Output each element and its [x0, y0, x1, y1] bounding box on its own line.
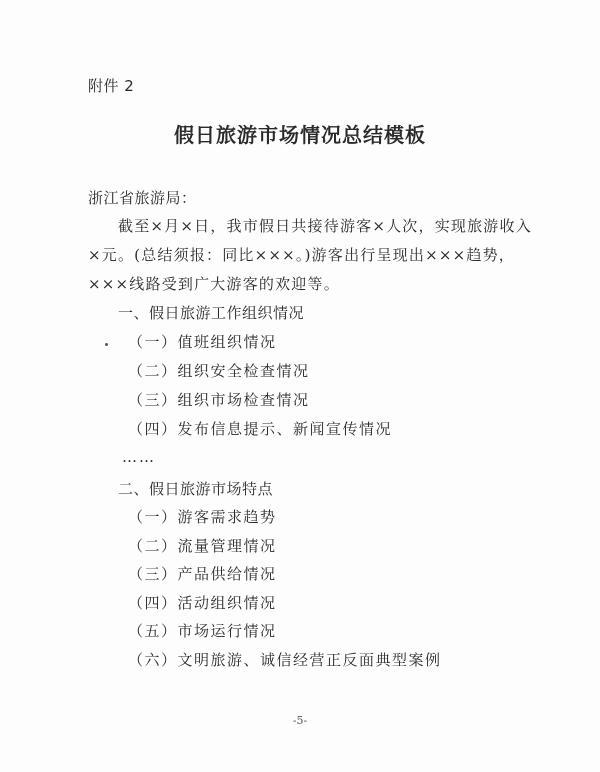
section2-item-activity-organization: （四）活动组织情况: [128, 594, 277, 612]
section1-item-duty: （一）值班组织情况: [128, 333, 277, 351]
section1-item-info-publicity: （四）发布信息提示、新闻宣传情况: [128, 420, 393, 438]
section-heading-organization: 一、假日旅游工作组织情况: [118, 304, 305, 322]
section2-item-demand-trend: （一）游客需求趋势: [128, 508, 277, 526]
section-heading-market-features: 二、假日旅游市场特点: [118, 480, 274, 498]
document-title: 假日旅游市场情况总结模板: [174, 123, 426, 147]
section2-item-product-supply: （三）产品供给情况: [128, 565, 277, 583]
summary-paragraph-line-2: ×元。(总结须报：同比×××。)游客出行呈现出×××趋势，: [88, 246, 515, 264]
section2-item-typical-cases: （六）文明旅游、诚信经营正反面典型案例: [128, 651, 442, 669]
section1-item-safety-check: （二）组织安全检查情况: [128, 362, 310, 380]
section1-item-market-check: （三）组织市场检查情况: [128, 391, 310, 409]
attachment-label: 附件 2: [88, 77, 135, 95]
section2-item-flow-management: （二）流量管理情况: [128, 537, 277, 555]
summary-paragraph-line-3: ×××线路受到广大游客的欢迎等。: [88, 275, 340, 293]
section2-item-market-operation: （五）市场运行情况: [128, 622, 277, 640]
salutation: 浙江省旅游局：: [88, 189, 197, 207]
summary-paragraph-line-1: 截至×月×日，我市假日共接待游客×人次，实现旅游收入: [118, 217, 532, 235]
page-number: -5-: [292, 714, 308, 727]
scan-speck: [105, 343, 108, 346]
section1-ellipsis: ……: [122, 448, 156, 466]
